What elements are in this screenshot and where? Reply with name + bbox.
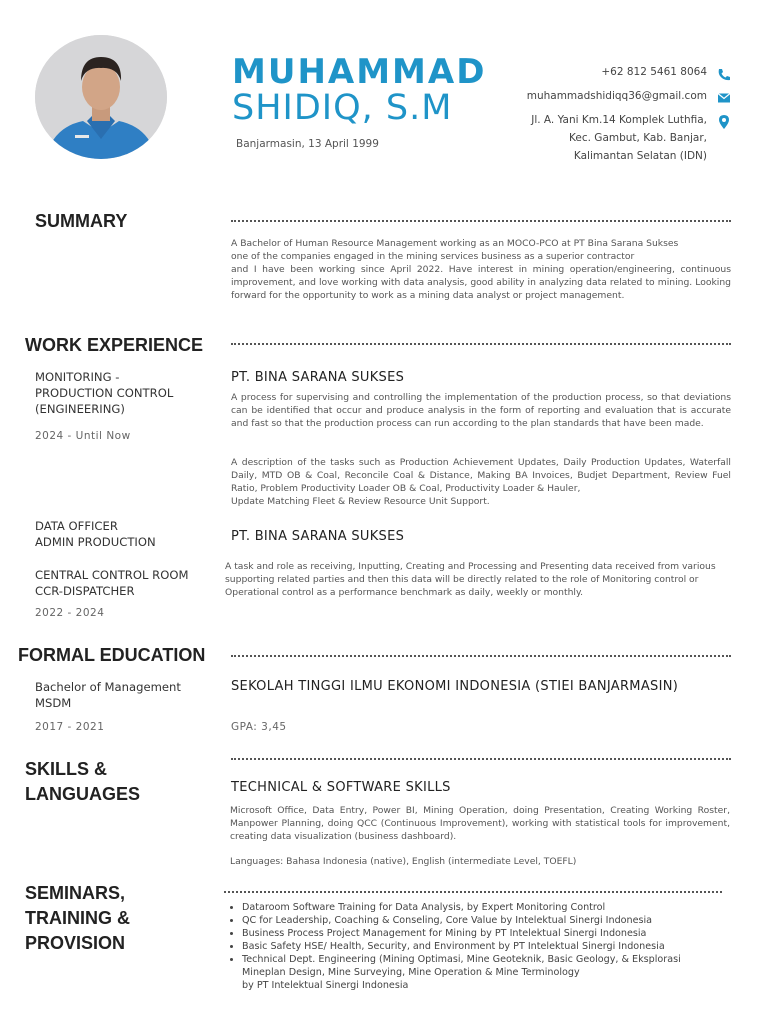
seminars-heading-line: PROVISION [25,933,126,953]
phone-icon [716,67,732,83]
job1-tasks: A description of the tasks such as Production Achievement Updates, Daily Production Updates, Waterfall Daily, MTD OB & Coal, Reconcile Coal & Distance, Making BA Invoices, Budjet Department, Review Fuel Ratio, Problem Productivity Loader OB & Coal, Productivity Loader & Hauler, [231,457,731,494]
job2-company: PT. BINA SARANA SUKSES [231,529,405,544]
skills-heading-line: SKILLS & [25,759,108,779]
phone-number: +62 812 5461 8064 [601,66,707,78]
list-item: • Dataroom Software Training for Data Analysis, by Expert Monitoring Control [242,901,730,914]
languages-text: Languages: Bahasa Indonesia (native), English (intermediate Level, TOEFL) [230,856,577,867]
list-item-line: Mineplan Design, Mine Surveying, Mine Operation & Mine Terminology [242,967,580,978]
divider [231,343,731,345]
school-name: SEKOLAH TINGGI ILMU EKONOMI INDONESIA (STIEI BANJARMASIN) [231,679,679,694]
degree-line: MSDM [35,696,72,710]
summary-text [231,237,731,302]
mail-icon [716,90,732,106]
gpa: GPA: 3,45 [231,721,287,733]
summary-line: A Bachelor of Human Resource Management working as an MOCO-PCO at PT Bina Sarana Sukses [231,238,679,249]
summary-line: and I have been working since April 2022. Have interest in mining operation/engineering, continuous improvement, and love working with data analysis, good ability in analyzing data related to mining. Looking forward for the opportunity to work as a mining data analyst or project management. [231,264,731,301]
job2-title-secondary [35,567,188,599]
skills-heading-line: LANGUAGES [25,784,141,804]
list-item [242,953,730,992]
job1-title-line: PRODUCTION CONTROL [35,386,174,400]
list-item: • Business Process Project Management for Mining by PT Intelektual Sinergi Indonesia [242,927,730,940]
education-heading: FORMAL EDUCATION [18,645,206,665]
education-date: 2017 - 2021 [35,721,105,733]
work-experience-heading: WORK EXPERIENCE [25,335,204,355]
job2-title-line: DATA OFFICER [35,519,118,533]
birth-info: Banjarmasin, 13 April 1999 [236,138,379,150]
job1-title-line: MONITORING - [35,370,120,384]
summary-heading: SUMMARY [35,211,128,231]
seminars-list [230,901,730,992]
profile-photo [35,35,167,159]
seminars-heading [25,881,130,956]
divider [231,758,731,760]
job2-title-line: CCR-DISPATCHER [35,584,135,598]
job1-title-line: (ENGINEERING) [35,402,125,416]
skills-title: TECHNICAL & SOFTWARE SKILLS [231,780,451,795]
address-line-3: Kalimantan Selatan (IDN) [573,150,707,162]
degree [35,679,181,711]
job2-title-line: CENTRAL CONTROL ROOM [35,568,189,582]
list-item-line: Technical Dept. Engineering (Mining Optimasi, Mine Geoteknik, Basic Geology, & Eksplorasi [242,954,681,965]
seminars-heading-line: SEMINARS, [25,883,126,903]
job1-description: A process for supervising and controlling the implementation of the production process, so that deviations can be identified that occur and produce analysis in the form of reporting and evaluation that is accurate and fast so that the production process can run according to the plan standards that have been made. [231,392,731,429]
job1-title [35,369,173,417]
first-name: MUHAMMAD [232,52,487,92]
summary-line: one of the companies engaged in the mining services business as a superior contractor [231,251,635,262]
list-item: • QC for Leadership, Coaching & Conseling, Core Value by Intelektual Sinergi Indonesia [242,914,730,927]
location-pin-icon [716,114,732,130]
job2-date: 2022 - 2024 [35,607,105,619]
job2-title-line: ADMIN PRODUCTION [35,535,156,549]
job1-date: 2024 - Until Now [35,430,131,442]
job2-title [35,518,156,550]
seminars-heading-line: TRAINING & [25,908,130,928]
skills-text: Microsoft Office, Data Entry, Power BI, Mining Operation, doing Presentation, Creating Working Roster, Manpower Planning, doing QCC (Continuous Improvement), working with statistical tools for improvement, creating data visualization (business dashboard). [230,805,730,842]
job2-description: A task and role as receiving, Inputting, Creating and Processing and Presenting data received from various supporting related parties and then this data will be directly related to the role of Monitoring control or Operational control as a performance benchmark as daily, weekly or monthly. [225,561,716,598]
job1-company: PT. BINA SARANA SUKSES [231,370,405,385]
email-address: muhammadshidiqq36@gmail.com [526,90,707,102]
divider [231,220,731,222]
address-line-2: Kec. Gambut, Kab. Banjar, [569,132,707,144]
address-line-1: Jl. A. Yani Km.14 Komplek Luthfia, [531,114,707,126]
divider [231,655,731,657]
skills-heading [25,757,140,807]
degree-line: Bachelor of Management [35,680,181,694]
list-item: • Basic Safety HSE/ Health, Security, and Environment by PT Intelektual Sinergi Indonesia [242,940,730,953]
job1-tasks-last: Update Matching Fleet & Review Resource Unit Support. [231,496,490,507]
list-item-line: by PT Intelektual Sinergi Indonesia [242,980,409,991]
divider [224,891,722,893]
last-name: SHIDIQ, S.M [232,88,453,128]
